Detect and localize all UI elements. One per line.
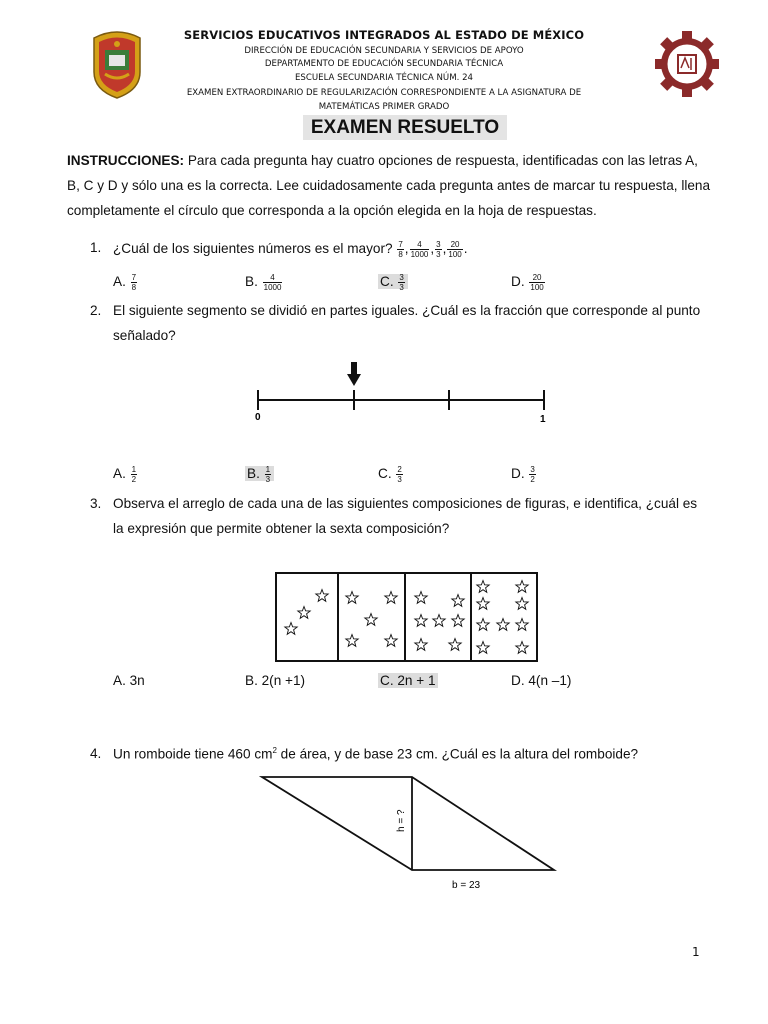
q3-option-text: D. 4(n –1)	[511, 673, 572, 688]
q1-list-fraction-2-numerator: 4	[410, 240, 430, 250]
q1-option-fraction-denominator: 8	[131, 283, 137, 292]
q2-option-fraction-denominator: 2	[530, 475, 535, 484]
instructions-label: INSTRUCCIONES:	[67, 153, 185, 168]
q3-option-text: B. 2(n +1)	[245, 673, 306, 688]
q1-option-fraction	[398, 273, 404, 292]
q1-fraction-list	[396, 240, 468, 259]
q4-superscript: 2	[272, 746, 277, 755]
star-icon	[452, 595, 464, 607]
q2-option-b[interactable]	[245, 465, 274, 484]
star-icon	[346, 592, 358, 604]
instructions-paragraph	[67, 148, 712, 223]
q1-option-letter: A.	[113, 274, 130, 290]
q2-option-fraction-numerator: 3	[530, 465, 535, 474]
q1-option-fraction-numerator: 4	[263, 273, 283, 283]
star-icon	[365, 614, 377, 626]
q3-option-text: C. 2n + 1	[380, 673, 436, 688]
q1-list-fraction-1-numerator: 7	[398, 240, 403, 249]
arrow-down-icon	[347, 362, 361, 386]
q1-option-content	[378, 273, 408, 292]
q3-option-a[interactable]	[113, 673, 145, 688]
star-icon	[449, 639, 461, 651]
star-icon	[385, 592, 397, 604]
q2-option-content	[113, 465, 138, 484]
q2-option-fraction-numerator: 1	[131, 465, 137, 474]
header-line-6: MATEMÁTICAS PRIMER GRADO	[318, 102, 450, 112]
star-icon	[415, 592, 427, 604]
q1-list-fraction-4-denominator: 100	[448, 250, 462, 259]
q2-option-letter: D.	[511, 466, 529, 482]
q1-option-fraction	[529, 273, 544, 292]
q1-list-separator: .	[463, 241, 468, 257]
q1-option-fraction-numerator: 3	[399, 273, 404, 282]
q1-option-fraction	[263, 273, 283, 292]
q2-line-2: señalado?	[113, 328, 176, 343]
header-line-5: EXAMEN EXTRAORDINARIO DE REGULARIZACIÓN CORRESPONDIENTE A LA ASIGNATURA DE	[186, 88, 582, 98]
star-icon	[298, 607, 310, 619]
q2-option-fraction-denominator: 3	[397, 475, 402, 484]
star-icon	[385, 635, 397, 647]
q1-option-content	[245, 273, 283, 292]
q3-line-1: Observa el arreglo de cada una de las siguientes composiciones de figuras, e identifica, ¿cuál es	[113, 496, 698, 511]
q2-option-fraction	[529, 465, 535, 484]
q1-list-fraction-4	[447, 240, 462, 259]
star-icon	[516, 598, 528, 610]
q1-option-content	[511, 273, 546, 292]
q1-option-letter: D.	[511, 274, 529, 290]
q2-option-a[interactable]	[113, 465, 138, 484]
q1-list-fraction-3	[435, 240, 441, 259]
q1-option-fraction	[131, 273, 137, 292]
star-icon	[285, 623, 297, 635]
q3-option-c[interactable]	[378, 673, 438, 688]
instructions-text: Para cada pregunta hay cuatro opciones de respuesta, identificadas con las letras A, B, C y D y sólo una es la correcta. Lee cuidadosamente cada pregunta antes de marcar tu respuesta, llena completamente el círculo que corresponda a la opción elegida en la hoja de respuestas.	[67, 153, 711, 218]
q1-list-fraction-1	[397, 240, 403, 259]
rhomboid-shape	[262, 777, 554, 870]
q3-option-d[interactable]	[511, 673, 571, 688]
number-line-figure	[250, 362, 560, 430]
q2-option-fraction-denominator: 2	[131, 475, 137, 484]
rhomboid-figure	[258, 772, 560, 894]
q2-option-fraction-numerator: 1	[265, 465, 271, 474]
q2-option-c[interactable]	[378, 465, 404, 484]
q4-text-b: de área, y de base 23 cm. ¿Cuál es la altura del romboide?	[276, 746, 639, 762]
header-line-3: DEPARTAMENTO DE EDUCACIÓN SECUNDARIA TÉCNICA	[264, 59, 504, 69]
q1-option-c[interactable]	[378, 273, 408, 292]
header-line-1: SERVICIOS EDUCATIVOS INTEGRADOS AL ESTADO DE MÉXICO	[183, 28, 585, 42]
header-line-2: DIRECCIÓN DE EDUCACIÓN SECUNDARIA Y SERVICIOS DE APOYO	[244, 46, 524, 56]
star-icon	[477, 642, 489, 654]
star-icon	[477, 619, 489, 631]
q1-option-content	[113, 273, 138, 292]
label-zero: 0	[255, 412, 261, 423]
q1-option-letter: B.	[245, 274, 262, 290]
star-icon	[477, 581, 489, 593]
q1-option-fraction-numerator: 20	[529, 273, 544, 283]
q2-option-content	[245, 465, 274, 484]
header-line-4: ESCUELA SECUNDARIA TÉCNICA NÚM. 24	[294, 73, 474, 83]
q4-number: 4.	[90, 746, 102, 761]
q1-number: 1.	[90, 240, 102, 255]
q1-list-separator: ,	[442, 241, 447, 257]
q3-number: 3.	[90, 496, 102, 511]
q1-option-fraction-denominator: 3	[399, 283, 404, 292]
q1-option-b[interactable]	[245, 273, 283, 292]
page-title: EXAMEN RESUELTO	[303, 115, 507, 140]
q1-list-fraction-2	[410, 240, 430, 259]
q2-option-content	[378, 465, 404, 484]
q2-option-fraction	[131, 465, 137, 484]
q1-text: ¿Cuál de los siguientes números es el mayor?	[113, 241, 393, 257]
compositions-frame	[276, 573, 537, 661]
star-icon	[415, 615, 427, 627]
q1-option-d[interactable]	[511, 273, 546, 292]
q1-list-fraction-3-numerator: 3	[436, 240, 441, 249]
q2-option-fraction-denominator: 3	[265, 475, 271, 484]
q3-option-b[interactable]	[245, 673, 305, 688]
q1-list-fraction-3-denominator: 3	[436, 250, 441, 259]
base-label: b = 23	[452, 880, 481, 891]
star-icon	[516, 619, 528, 631]
q4-text-a: Un romboide tiene 460 cm	[113, 746, 273, 762]
star-icon	[477, 598, 489, 610]
star-icon	[346, 635, 358, 647]
q1-option-a[interactable]	[113, 273, 138, 292]
star-icon	[415, 639, 427, 651]
star-icon	[452, 615, 464, 627]
q3-option-text: A. 3n	[113, 673, 145, 688]
q1-list-fraction-1-denominator: 8	[398, 250, 403, 259]
q2-option-fraction-numerator: 2	[397, 465, 402, 474]
q1-text-row	[113, 240, 468, 259]
star-icon	[516, 642, 528, 654]
q1-option-fraction-denominator: 100	[530, 283, 544, 292]
q1-list-separator: ,	[404, 241, 409, 257]
q4-text	[113, 746, 638, 762]
label-one: 1	[540, 414, 546, 425]
star-icon	[433, 615, 445, 627]
q2-option-d[interactable]	[511, 465, 537, 484]
q2-option-content	[511, 465, 537, 484]
q2-number: 2.	[90, 303, 102, 318]
star-icon	[497, 619, 509, 631]
q1-option-letter: C.	[380, 274, 398, 290]
q3-line-2: la expresión que permite obtener la sexta composición?	[113, 521, 450, 536]
q1-option-fraction-denominator: 1000	[263, 283, 282, 292]
q1-list-fraction-4-numerator: 20	[447, 240, 462, 250]
q2-option-letter: B.	[247, 466, 264, 482]
q2-option-letter: A.	[113, 466, 130, 482]
q2-option-letter: C.	[378, 466, 396, 482]
height-label: h = ?	[396, 809, 407, 832]
star-icon	[316, 590, 328, 602]
page-number: 1	[692, 945, 700, 959]
q2-line-1: El siguiente segmento se dividió en partes iguales. ¿Cuál es la fracción que corresponde al punto	[113, 303, 701, 318]
q1-list-fraction-2-denominator: 1000	[410, 250, 429, 259]
star-compositions-figure	[274, 571, 540, 663]
q1-option-fraction-numerator: 7	[131, 273, 137, 282]
q1-list-separator: ,	[430, 241, 435, 257]
q2-option-fraction	[265, 465, 271, 484]
star-icon	[516, 581, 528, 593]
q2-option-fraction	[396, 465, 402, 484]
